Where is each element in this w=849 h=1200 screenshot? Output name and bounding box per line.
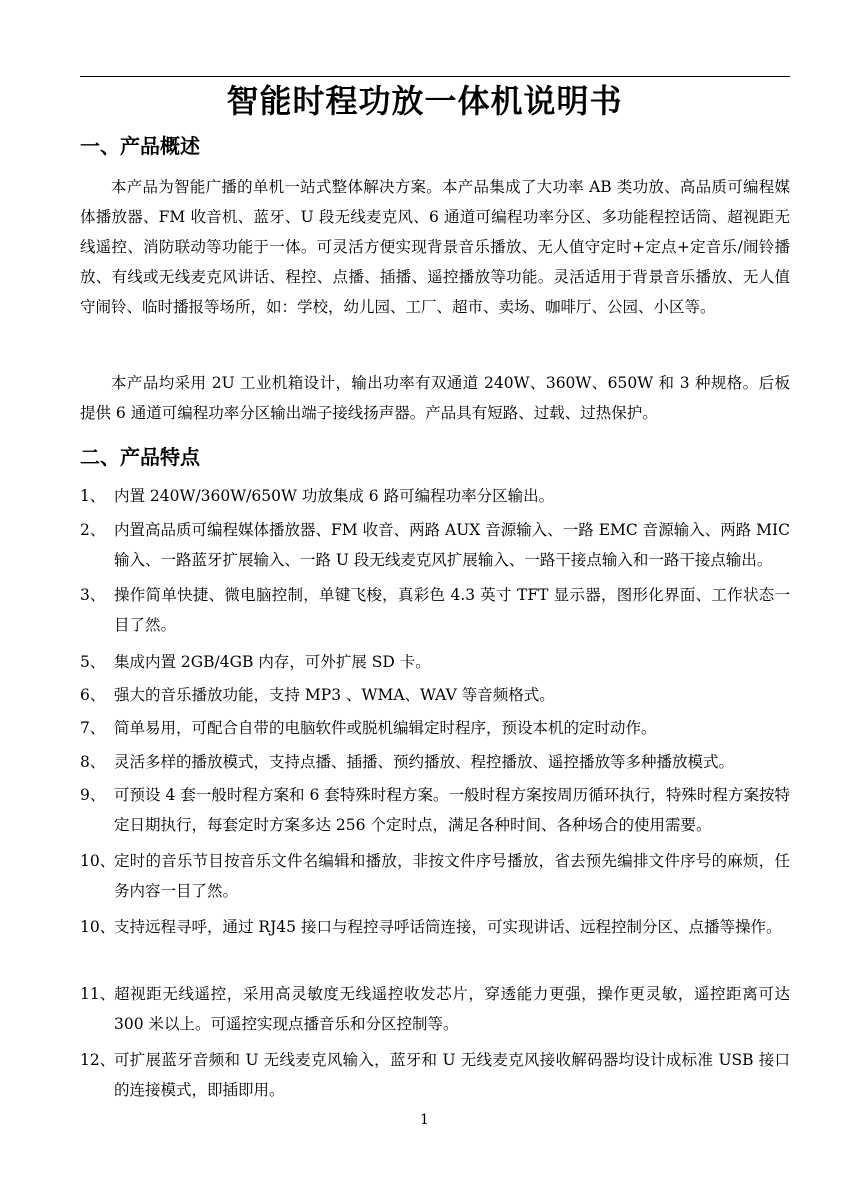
feature-item [80,647,790,677]
feature-number: 6、 [80,686,106,704]
feature-number: 9、 [80,786,106,804]
feature-text: 可预设 4 套一般时程方案和 6 套特殊时程方案。一般时程方案按周历循环执行，特殊时程方案按特定日期执行，每套定时方案多达 256 个定时点，满足各种时间、各种场合的使用需要。 [114,786,790,834]
feature-text: 可扩展蓝牙音频和 U 无线麦克风输入，蓝牙和 U 无线麦克风接收解码器均设计成标准 USB 接口的连接模式，即插即用。 [114,1051,790,1099]
feature-text: 强大的音乐播放功能，支持 MP3 、WMA、WAV 等音频格式。 [114,686,555,704]
feature-text: 集成内置 2GB/4GB 内存，可外扩展 SD 卡。 [114,653,431,671]
feature-number: 11、 [80,985,116,1003]
feature-number: 7、 [80,719,106,737]
feature-number: 2、 [80,521,106,539]
feature-text: 内置 240W/360W/650W 功放集成 6 路可编程功率分区输出。 [114,487,555,505]
feature-text: 操作简单快捷、微电脑控制，单键飞梭，真彩色 4.3 英寸 TFT 显示器，图形化界面、工作状态一目了然。 [114,586,790,634]
feature-item [80,780,790,840]
feature-item [80,846,790,906]
section-heading-overview: 一、产品概述 [80,134,200,158]
feature-number: 3、 [80,586,106,604]
feature-text: 超视距无线遥控，采用高灵敏度无线遥控收发芯片，穿透能力更强，操作更灵敏，遥控距离可达 300 米以上。可遥控实现点播音乐和分区控制等。 [114,985,790,1033]
feature-item [80,515,790,575]
feature-number: 8、 [80,753,106,771]
feature-text: 灵活多样的播放模式，支持点播、插播、预约播放、程控播放、遥控播放等多种播放模式。 [114,753,735,771]
page-number: 1 [420,1112,429,1128]
feature-item [80,713,790,743]
feature-number: 10、 [80,918,116,936]
feature-number: 12、 [80,1051,116,1069]
feature-item [80,680,790,710]
feature-text: 简单易用，可配合自带的电脑软件或脱机编辑定时程序，预设本机的定时动作。 [114,719,657,737]
overview-paragraph-1: 本产品为智能广播的单机一站式整体解决方案。本产品集成了大功率 AB 类功放、高品质可编程媒体播放器、FM 收音机、蓝牙、U 段无线麦克风、6 通道可编程功率分区、多功能程控话筒、超视距无线遥控、消防联动等功能于一体。可灵活方便实现背景音乐播放、无人值守定时+定点+定音乐/闹铃播放、有线或无线麦克风讲话、程控、点播、插播、遥控播放等功能。灵活适用于背景音乐播放、无人值守闹铃、临时播报等场所，如：学校，幼儿园、工厂、超市、卖场、咖啡厅、公园、小区等。 [80,178,790,316]
feature-text: 内置高品质可编程媒体播放器、FM 收音、两路 AUX 音源输入、一路 EMC 音源输入、两路 MIC 输入、一路蓝牙扩展输入、一路 U 段无线麦克风扩展输入、一路干接点输入和一路干接点输出。 [114,521,790,569]
feature-item [80,580,790,640]
feature-text: 定时的音乐节目按音乐文件名编辑和播放，非按文件序号播放，省去预先编排文件序号的麻烦，任务内容一目了然。 [114,852,790,900]
feature-item [80,979,790,1039]
feature-text: 支持远程寻呼，通过 RJ45 接口与程控寻呼话筒连接，可实现讲话、远程控制分区、点播等操作。 [114,918,782,936]
feature-number: 1、 [80,487,106,505]
feature-item [80,912,790,942]
feature-item [80,1045,790,1105]
document-title: 智能时程功放一体机说明书 [226,82,623,120]
feature-item [80,481,790,511]
feature-number: 5、 [80,653,106,671]
feature-number: 10、 [80,852,116,870]
header-rule [80,76,790,77]
feature-item [80,747,790,777]
overview-paragraph-2: 本产品均采用 2U 工业机箱设计，输出功率有双通道 240W、360W、650W 和 3 种规格。后板提供 6 通道可编程功率分区输出端子接线扬声器。产品具有短路、过载、过热保护。 [80,374,790,422]
section-heading-features: 二、产品特点 [80,445,200,469]
